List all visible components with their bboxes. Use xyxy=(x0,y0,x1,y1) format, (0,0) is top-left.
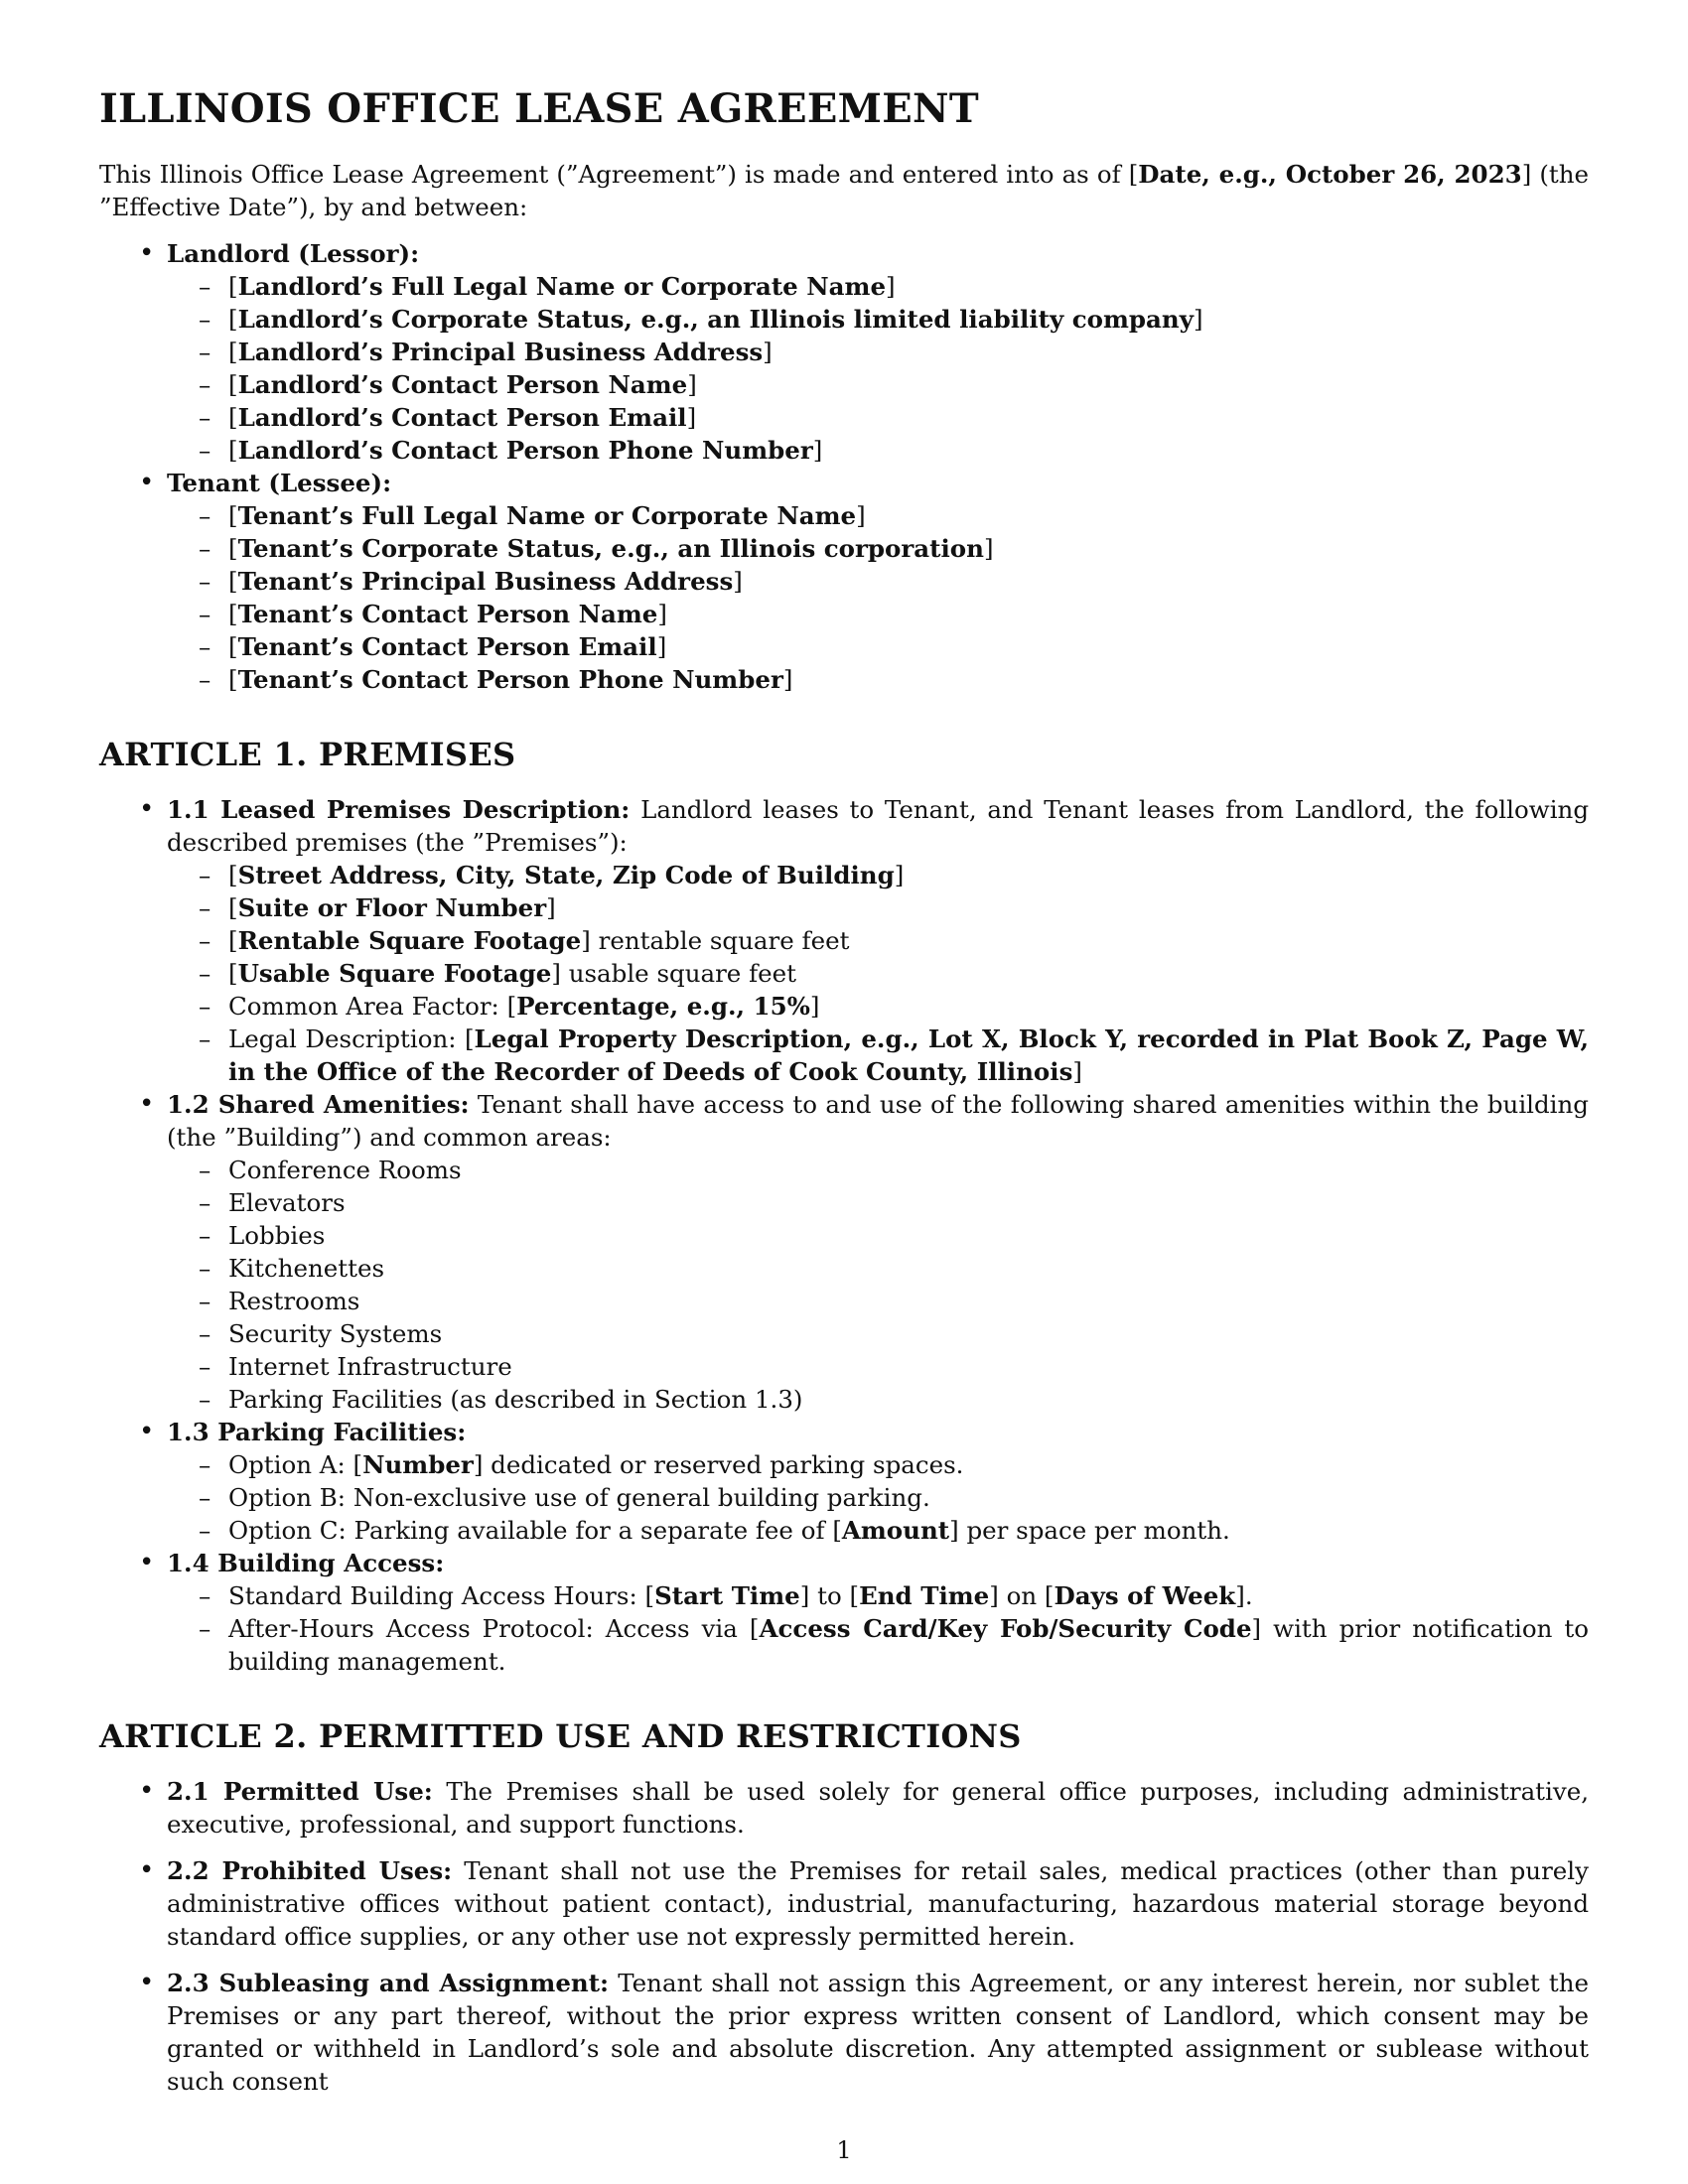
list-item: – Lobbies xyxy=(228,1219,1589,1252)
list-item: – Option B: Non-exclusive use of general building parking. xyxy=(228,1481,1589,1514)
section-label: 1.2 Shared Amenities: xyxy=(167,1090,470,1119)
item-text: Option A: [ xyxy=(228,1450,363,1479)
list-item: – [Suite or Floor Number] xyxy=(228,891,1589,924)
item-text: ] per space per month. xyxy=(949,1516,1230,1545)
item-text: After-Hours Access Protocol: Access via [ xyxy=(228,1614,760,1643)
list-item: – [Tenant’s Principal Business Address] xyxy=(228,565,1589,598)
item-text: Option C: Parking available for a separate fee of [ xyxy=(228,1516,842,1545)
list-item: – [Usable Square Footage] usable square feet xyxy=(228,957,1589,990)
landlord-contact-email-field: Landlord’s Contact Person Email xyxy=(237,403,687,432)
list-item xyxy=(228,1579,1589,1612)
tenant-label: Tenant (Lessee): xyxy=(167,469,392,497)
list-item xyxy=(228,1448,1589,1481)
list-item: – [Tenant’s Full Legal Name or Corporate Name] xyxy=(228,499,1589,532)
section-label: 1.4 Building Access: xyxy=(167,1549,445,1577)
list-item: – [Landlord’s Corporate Status, e.g., an Illinois limited liability company] xyxy=(228,303,1589,336)
section-label: 1.3 Parking Facilities: xyxy=(167,1418,467,1446)
document-title: ILLINOIS OFFICE LEASE AGREEMENT xyxy=(99,85,979,132)
tenant-name-field: Tenant’s Full Legal Name or Corporate Name xyxy=(237,501,857,530)
item-text: Legal Description: [ xyxy=(228,1024,475,1053)
end-time-field: End Time xyxy=(859,1581,990,1610)
parking-options xyxy=(167,1448,1589,1547)
list-item: – Elevators xyxy=(228,1186,1589,1219)
landlord-address-field: Landlord’s Principal Business Address xyxy=(237,338,764,366)
section-label: 1.1 Leased Premises Description: xyxy=(167,795,631,824)
intro-text: ] (the ”Effective Date”), by and between: xyxy=(99,160,1590,221)
premises-fields xyxy=(167,859,1589,1088)
item-text: ] with prior notification to building management. xyxy=(228,1614,1589,1676)
parking-amount-field: Amount xyxy=(841,1516,950,1545)
section-1-3 xyxy=(167,1416,1589,1547)
list-item: – Restrooms xyxy=(228,1285,1589,1317)
list-item: – Internet Infrastructure xyxy=(228,1350,1589,1383)
item-text: Standard Building Access Hours: [ xyxy=(228,1581,655,1610)
street-address-field: Street Address, City, State, Zip Code of Building xyxy=(237,861,895,889)
list-item: – [Landlord’s Contact Person Email] xyxy=(228,401,1589,434)
section-label: 2.3 Subleasing and Assignment: xyxy=(167,1969,610,1997)
list-item: – Conference Rooms xyxy=(228,1154,1589,1186)
item-text: ] rentable square feet xyxy=(581,926,850,955)
rentable-sqft-field: Rentable Square Footage xyxy=(237,926,582,955)
tenant-address-field: Tenant’s Principal Business Address xyxy=(237,567,734,596)
section-1-4 xyxy=(167,1547,1589,1678)
tenant-fields xyxy=(167,499,1589,696)
section-text: Tenant shall have access to and use of the following shared amenities within the building (the ”Building”) and common areas: xyxy=(167,1090,1589,1152)
usable-sqft-field: Usable Square Footage xyxy=(237,959,552,988)
section-2-2 xyxy=(167,1854,1589,1953)
tenant-contact-email-field: Tenant’s Contact Person Email xyxy=(237,632,657,661)
landlord-name-field: Landlord’s Full Legal Name or Corporate Name xyxy=(237,272,887,301)
item-text: Common Area Factor: [ xyxy=(228,992,517,1021)
days-of-week-field: Days of Week xyxy=(1054,1581,1236,1610)
suite-field: Suite or Floor Number xyxy=(237,893,547,922)
access-list xyxy=(167,1579,1589,1678)
section-2-3 xyxy=(167,1967,1589,2098)
tenant-status-field: Tenant’s Corporate Status, e.g., an Illinois corporation xyxy=(237,534,984,563)
section-1-1 xyxy=(167,793,1589,1088)
list-item: – Security Systems xyxy=(228,1317,1589,1350)
effective-date-field: Date, e.g., October 26, 2023 xyxy=(1138,160,1522,189)
intro-text: This Illinois Office Lease Agreement (”Agreement”) is made and entered into as of [ xyxy=(99,160,1139,189)
tenant-contact-name-field: Tenant’s Contact Person Name xyxy=(237,600,658,628)
list-item: – Kitchenettes xyxy=(228,1252,1589,1285)
legal-description-field: Legal Property Description, e.g., Lot X, Block Y, recorded in Plat Book Z, Page W, in the Office of the Recorder of Deeds of Cook County, Illinois xyxy=(228,1024,1589,1086)
landlord-contact-name-field: Landlord’s Contact Person Name xyxy=(237,370,688,399)
list-item: – [Tenant’s Contact Person Name] xyxy=(228,598,1589,630)
list-item: – [Tenant’s Contact Person Phone Number] xyxy=(228,663,1589,696)
landlord-fields xyxy=(167,270,1589,467)
list-item: – Common Area Factor: [Percentage, e.g., 15%] xyxy=(228,990,1589,1023)
item-text: ] to [ xyxy=(799,1581,860,1610)
landlord-label: Landlord (Lessor): xyxy=(167,239,420,268)
section-text: Tenant shall not assign this Agreement, or any interest herein, nor sublet the Premises or any part thereof, without the prior express written consent of Landlord, which consent may be granted or withheld in Landlord’s sole and absolute discretion. Any attempted assignment or sublease without such consent xyxy=(167,1969,1589,2096)
item-text: ] dedicated or reserved parking spaces. xyxy=(473,1450,964,1479)
list-item: – [Tenant’s Contact Person Email] xyxy=(228,630,1589,663)
parties-list xyxy=(99,237,1589,696)
section-text: Landlord leases to Tenant, and Tenant leases from Landlord, the following described premises (the ”Premises”): xyxy=(167,795,1590,857)
list-item: – Parking Facilities (as described in Section 1.3) xyxy=(228,1383,1589,1416)
tenant-party xyxy=(167,467,1589,696)
landlord-contact-phone-field: Landlord’s Contact Person Phone Number xyxy=(237,436,813,465)
list-item: – [Street Address, City, State, Zip Code of Building] xyxy=(228,859,1589,891)
list-item: – [Landlord’s Principal Business Address] xyxy=(228,336,1589,368)
article-1-list xyxy=(99,793,1589,1678)
page-number: 1 xyxy=(836,2136,852,2164)
list-item: – [Landlord’s Contact Person Name] xyxy=(228,368,1589,401)
section-2-1 xyxy=(167,1775,1589,1841)
access-method-field: Access Card/Key Fob/Security Code xyxy=(759,1614,1252,1643)
article-1-heading: ARTICLE 1. PREMISES xyxy=(99,736,516,773)
landlord-party xyxy=(167,237,1589,467)
section-label: 2.1 Permitted Use: xyxy=(167,1777,433,1806)
section-text: Tenant shall not use the Premises for retail sales, medical practices (other than purely administrative offices without patient contact), industrial, manufacturing, hazardous material storage beyond standard office supplies, or any other use not expressly permitted herein. xyxy=(167,1856,1589,1951)
parking-number-field: Number xyxy=(362,1450,474,1479)
item-text: ] on [ xyxy=(989,1581,1055,1610)
intro-paragraph xyxy=(99,158,1589,223)
section-text: The Premises shall be used solely for general office purposes, including administrative, executive, professional, and support functions. xyxy=(167,1777,1589,1839)
tenant-contact-phone-field: Tenant’s Contact Person Phone Number xyxy=(237,665,783,694)
list-item: – Legal Description: [Legal Property Description, e.g., Lot X, Block Y, recorded in Plat Book Z, Page W, in the Office of the Recorder of Deeds of Cook County, Illinois] xyxy=(228,1023,1589,1088)
article-2-heading: ARTICLE 2. PERMITTED USE AND RESTRICTIONS xyxy=(99,1717,1022,1755)
list-item xyxy=(228,1514,1589,1547)
item-text: ] usable square feet xyxy=(551,959,797,988)
amenities-list xyxy=(167,1154,1589,1416)
common-area-factor-field: Percentage, e.g., 15% xyxy=(516,992,810,1021)
article-2-list xyxy=(99,1775,1589,2098)
section-label: 2.2 Prohibited Uses: xyxy=(167,1856,453,1885)
section-1-2 xyxy=(167,1088,1589,1416)
list-item: – [Rentable Square Footage] rentable square feet xyxy=(228,924,1589,957)
list-item: – [Landlord’s Contact Person Phone Number] xyxy=(228,434,1589,467)
item-text: ]. xyxy=(1235,1581,1253,1610)
list-item xyxy=(228,1612,1589,1678)
list-item: – [Tenant’s Corporate Status, e.g., an Illinois corporation] xyxy=(228,532,1589,565)
list-item: – [Landlord’s Full Legal Name or Corporate Name] xyxy=(228,270,1589,303)
start-time-field: Start Time xyxy=(654,1581,800,1610)
landlord-status-field: Landlord’s Corporate Status, e.g., an Illinois limited liability company xyxy=(237,305,1194,334)
